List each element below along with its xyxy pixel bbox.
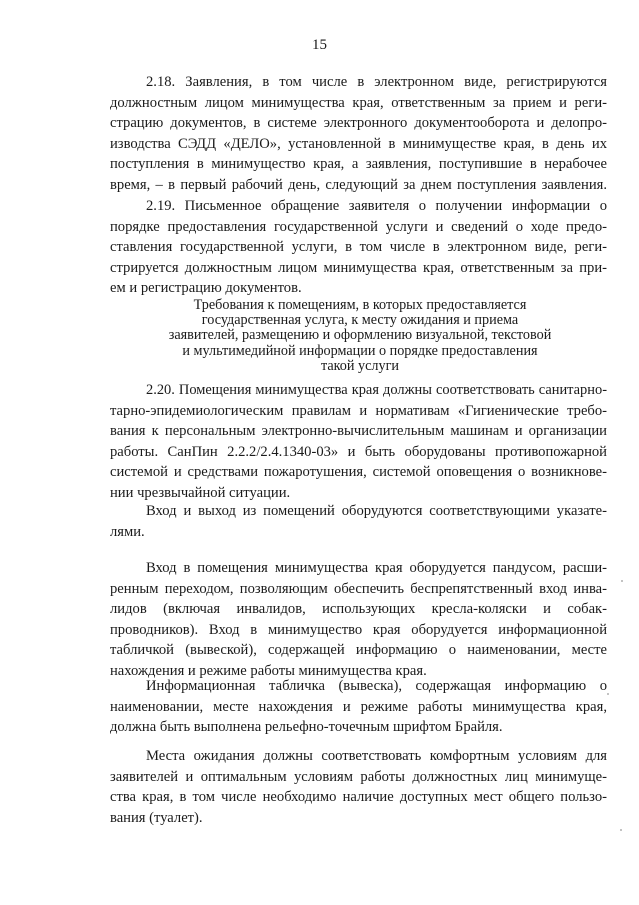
scan-speck: [620, 829, 622, 831]
text-line: изводства СЭДД «ДЕЛО», установленной в минимуществе края, в день их: [110, 135, 607, 152]
text-line: наименовании, месте нахождения и режиме работы минимущества края,: [110, 698, 607, 715]
text-line: должностным лицом минимущества края, ответственным за прием и реги-: [110, 94, 607, 111]
text-line: ставления государственной услуги, в том числе в электронном виде, реги-: [110, 239, 607, 255]
paragraph-sign: [110, 676, 607, 738]
text-line: работы. СанПин 2.2.2/2.4.1340-03» и быть оборудованы противопожарной: [110, 443, 607, 460]
heading-line: Требования к помещениям, в которых предоставляется: [193, 297, 527, 313]
paragraph-entrance: [110, 501, 607, 542]
text-line: ренным переходом, позволяющим обеспечить беспрепятственный вход инва-: [110, 580, 607, 597]
text-line: нии чрезвычайной ситуации.: [110, 484, 291, 501]
text-line: 2.20. Помещения минимущества края должны соответствовать санитарно-: [146, 382, 607, 398]
text-line: лидов (включая инвалидов, использующих кресла-коляски и собак-: [110, 601, 607, 617]
paragraph-2-18: [110, 72, 607, 195]
text-line: ства края, в том числе необходимо наличие доступных мест общего пользо-: [110, 789, 607, 805]
scan-speck: [607, 693, 609, 695]
text-line: табличкой (вывеской), содержащей информацию о наименовании, месте: [110, 642, 607, 658]
text-line: заявителей и оптимальным условиям работы должностных лиц минимуще-: [110, 768, 607, 785]
text-line: нахождения и режиме работы минимущества края.: [110, 662, 427, 679]
text-line: тарно-эпидемиологическим правилам и нормативам «Гигиенические требо-: [110, 402, 607, 419]
text-line: порядке предоставления государственной услуги и сведений о ходе предо-: [110, 218, 607, 235]
paragraph-2-20: [110, 380, 607, 503]
text-line: 2.19. Письменное обращение заявителя о получении информации о: [146, 198, 607, 214]
text-line: вания (туалет).: [110, 809, 203, 826]
text-line: время, – в первый рабочий день, следующий за днем поступления заявления.: [110, 176, 607, 193]
section-heading: [150, 298, 570, 374]
text-line: проводников). Вход в минимущество края оборудуется информационной: [110, 621, 607, 638]
scan-speck: [621, 580, 623, 582]
text-line: системой и средствами пожаротушения, системой оповещения о возникнове-: [110, 464, 607, 480]
paragraph-2-19: [110, 196, 607, 299]
text-line: страцию документов, в системе электронного документооборота и делопро-: [110, 115, 607, 131]
heading-line: и мультимедийной информации о порядке предоставления: [182, 342, 538, 359]
heading-line: заявителей, размещению и оформлению визуальной, текстовой: [168, 327, 552, 344]
page-number: 15: [312, 37, 327, 53]
text-line: лями.: [110, 523, 145, 540]
heading-line: государственная услуга, к месту ожидания и приема: [201, 312, 519, 329]
paragraph-waiting: [110, 746, 607, 828]
text-line: Места ожидания должны соответствовать комфортным условиям для: [146, 748, 607, 764]
text-line: поступления в минимущество края, а заявления, поступившие в нерабочее: [110, 156, 607, 172]
text-line: 2.18. Заявления, в том числе в электронном виде, регистрируются: [146, 74, 607, 90]
text-line: Информационная табличка (вывеска), содержащая информацию о: [146, 678, 607, 694]
text-line: Вход в помещения минимущества края оборудуется пандусом, расши-: [146, 560, 607, 576]
text-line: вания к персональным электронно-вычислительным машинам и организации: [110, 423, 607, 439]
text-line: должна быть выполнена рельефно-точечным шрифтом Брайля.: [110, 719, 503, 735]
text-line: ем и регистрацию документов.: [110, 280, 302, 296]
paragraph-ramp: [110, 558, 607, 681]
text-line: стрируется должностным лицом минимущества края, ответственным за при-: [110, 259, 607, 276]
text-line: Вход и выход из помещений оборудуются соответствующими указате-: [146, 503, 607, 519]
heading-line: такой услуги: [320, 357, 400, 374]
